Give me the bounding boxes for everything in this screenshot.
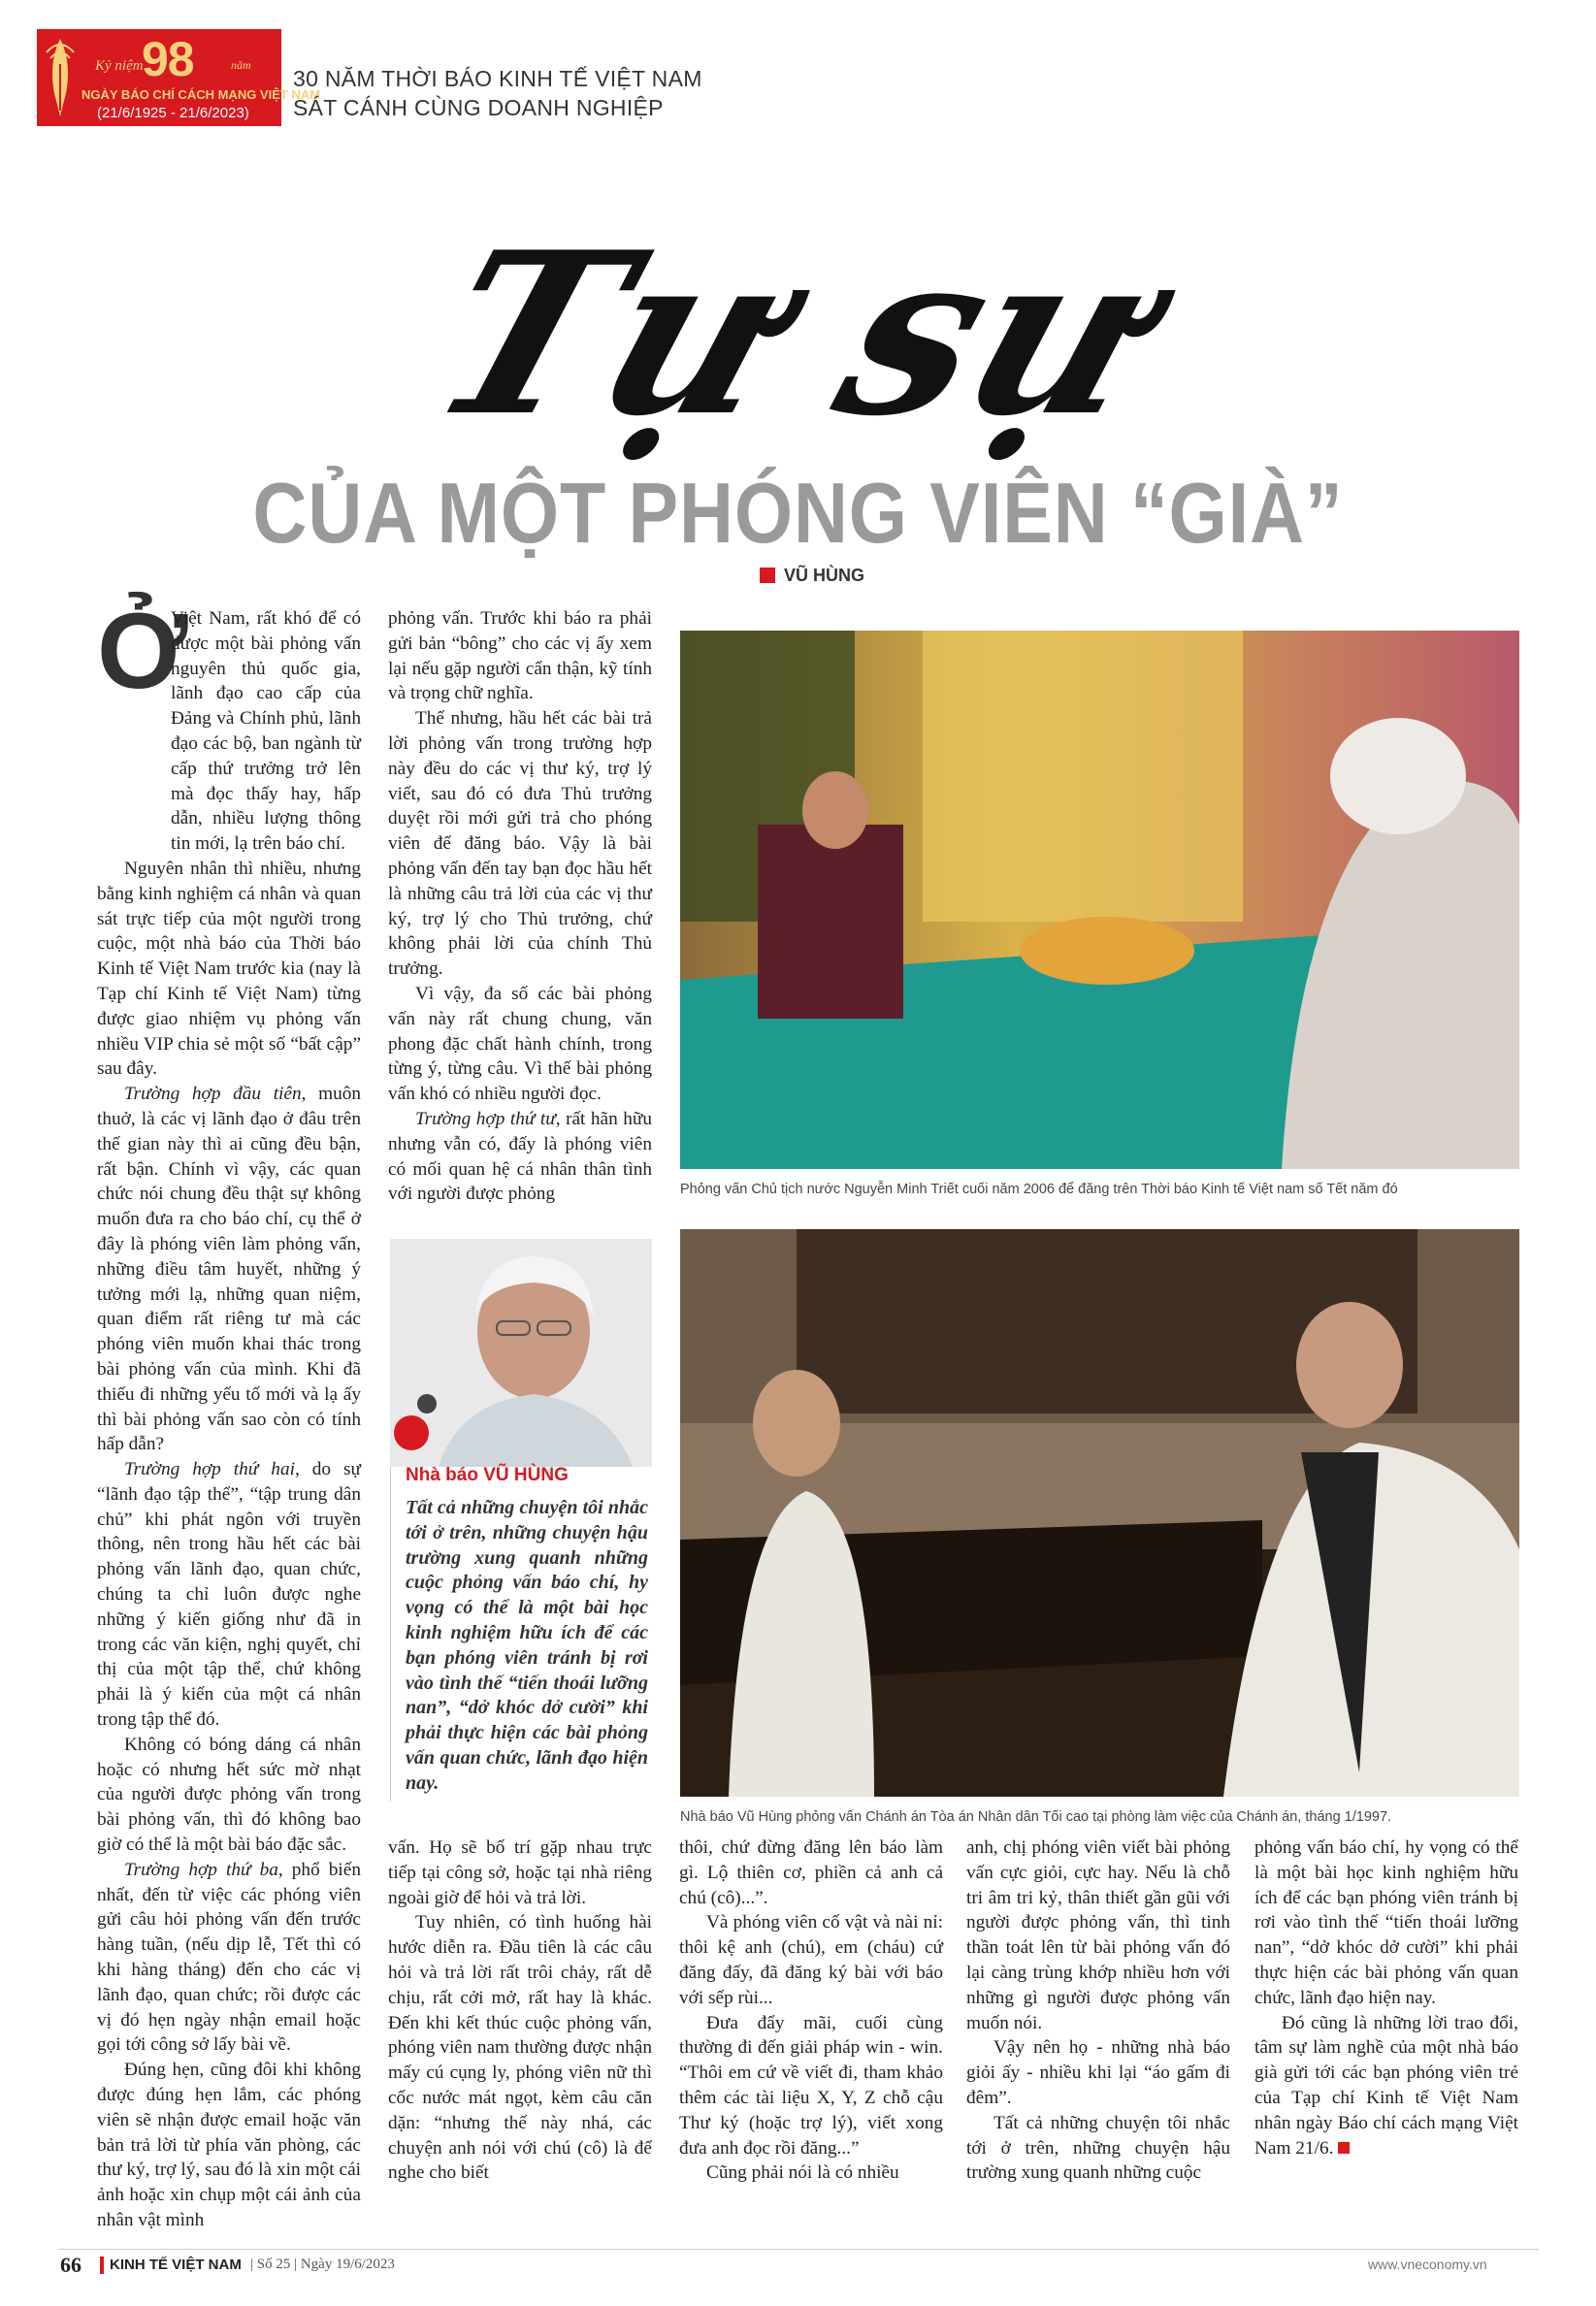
column-3 bbox=[679, 1835, 943, 2186]
photo-interview-president bbox=[680, 631, 1519, 1169]
paragraph: Cũng phải nói là có nhiều bbox=[706, 2162, 899, 2184]
paragraph: Trường hợp thứ ba, phổ biến nhất, đến từ việc các phóng viên gửi câu hỏi phỏng vấn đến trước hàng tuần, (nếu dịp lễ, Tết thì có khi hàng tháng) đến cho các vị lãnh đạo, quan chức; rồi được các vị đó hẹn ngày nhận email hoặc gọi tới công sở lấy bài về. bbox=[97, 1859, 361, 2056]
brush-title bbox=[405, 189, 1185, 471]
photo-interview-chief-justice bbox=[680, 1229, 1519, 1797]
paragraph: phỏng vấn báo chí, hy vọng có thể là một bài học kinh nghiệm hữu ích để các bạn phóng viên tránh bị rơi vào tình thế “tiến thoái lưỡng nan”, “dở khóc dở cười” khi phải thực hiện các bài phỏng vấn quan chức, lãnh đạo hiện nay. bbox=[1254, 1837, 1518, 2008]
page-number: 66 bbox=[60, 2253, 81, 2277]
drop-cap: Ở bbox=[97, 592, 188, 711]
paragraph: Đưa đẩy mãi, cuối cùng thường đi đến giải pháp win - win. “Thôi em cứ về viết đi, tham khảo thêm các tài liệu X, Y, Z chỗ cậu Thư ký (hoặc trợ lý), viết xong đưa anh đọc rồi đăng...” bbox=[679, 2012, 943, 2159]
paragraph: Trường hợp thứ hai, do sự “lãnh đạo tập thể”, “tập trung dân chủ” khi phát ngôn với truyền thông, nên trong hầu hết các bài phỏng vấn lãnh đạo, quan chức, chúng ta chỉ luôn được nghe những ý kiến giống như đã in trong các văn kiện, nghị quyết, chỉ thị của một tập thể, chứ không phải là ý kiến của một cá nhân trong tập thể đó. bbox=[97, 1459, 361, 1731]
paragraph: Việt Nam, rất khó để có được một bài phỏng vấn nguyên thủ quốc gia, lãnh đạo cao cấp của Đảng và Chính phủ, lãnh đạo các bộ, ban ngành từ cấp thứ trưởng trở lên mà đọc thấy hay, hấp dẫn, nhiều lượng thông tin mới, lạ trên báo chí. bbox=[171, 608, 361, 855]
paragraph: Vì vậy, đa số các bài phỏng vấn này rất chung chung, văn phong đặc chất hành chính, trong từng ý, từng câu. Vì thế bài phỏng vấn khó có nhiều người đọc. bbox=[388, 983, 652, 1105]
paragraph: Trường hợp đầu tiên, muôn thuở, là các vị lãnh đạo ở đâu trên thế gian này thì ai cũng đều bận, rất bận. Chính vì vậy, các quan chức nói chung đều thật sự không muốn đưa ra cho báo chí, cụ thể ở đây là phóng viên làm phỏng vấn, những điều tâm huyết, những ý tưởng mới lạ, những quan niệm, quan điểm rất riêng tư mà các phóng viên muốn khai thác trong bài phỏng vấn của mình. Khi đã thiếu đi những yếu tố mới và lạ ấy thì bài phỏng vấn sao còn có tính hấp dẫn? bbox=[97, 1084, 361, 1455]
quote-mark-icon bbox=[390, 1382, 448, 1460]
paragraph: Tuy nhiên, có tình huống hài hước diễn ra. Đầu tiên là các câu hỏi và trả lời rất trôi chảy, rất dễ chịu, rất cởi mở, rất hay là khác. Đến khi kết thúc cuộc phỏng vấn, phóng viên nam thường được nhận mấy cú cụng ly, phóng viên nữ thì cốc nước mát ngọt, kèm câu căn dặn: “nhưng thế này nhá, các chuyện anh nói với chú (cô) là để nghe cho biết bbox=[388, 1912, 652, 2184]
column-4 bbox=[966, 1835, 1230, 2186]
sidebar-author-label: Nhà báo VŨ HÙNG bbox=[406, 1465, 569, 1485]
paragraph: anh, chị phóng viên viết bài phỏng vấn cực giỏi, cực hay. Nếu là chỗ tri âm tri kỷ, thân thiết gần gũi với người được phỏng vấn, thì tinh thần toát lên từ bài phỏng vấn đó lại càng trùng khớp nhiều hơn với những gì người được phỏng vấn muốn nói. bbox=[966, 1837, 1230, 2033]
column-2 bbox=[388, 606, 652, 1207]
magazine-name: KINH TẾ VIỆT NAM bbox=[110, 2257, 242, 2273]
article-title: CỦA MỘT PHÓNG VIÊN “GIÀ” bbox=[252, 465, 1344, 561]
paragraph: thôi, chứ đừng đăng lên báo làm gì. Lộ thiên cơ, phiền cả anh cả chú (cô)...”. bbox=[679, 1837, 943, 1908]
header-line2: SÁT CÁNH CÙNG DOANH NGHIỆP bbox=[293, 95, 664, 120]
paragraph: Đúng hẹn, cũng đôi khi không được đúng hẹn lắm, các phóng viên sẽ nhận được email hoặc văn bản trả lời từ phía văn phòng, các thư ký, trợ lý, sau đó là xin một cái ảnh hoặc xin chụp một cái ảnh của nhân vật mình bbox=[97, 2060, 361, 2230]
section-header bbox=[293, 64, 702, 122]
paragraph: Trường hợp thứ tư, rất hãn hữu nhưng vẫn có, đấy là phóng viên có mối quan hệ cá nhân thân tình với người được phỏng bbox=[388, 1108, 652, 1205]
website-url: www.vneconomy.vn bbox=[1368, 2257, 1487, 2272]
anniversary-badge bbox=[37, 29, 321, 126]
case-label: Trường hợp thứ ba bbox=[124, 1859, 278, 1880]
badge-number: 98 bbox=[142, 32, 194, 86]
paragraph: Nguyên nhân thì nhiều, nhưng bằng kinh nghiệm cá nhân và quan sát trực tiếp của một người trong cuộc, một nhà báo của Thời báo Kinh tế Việt Nam trước kia (nay là Tạp chí Kinh tế Việt Nam) từng được giao nhiệm vụ phỏng vấn nhiều VIP chia sẻ một số “bất cập” sau đây. bbox=[97, 858, 361, 1080]
paragraph: Vậy nên họ - những nhà báo giỏi ấy - nhiều khi lại “áo gấm đi đêm”. bbox=[966, 2037, 1230, 2108]
paragraph: vấn. Họ sẽ bố trí gặp nhau trực tiếp tại công sở, hoặc tại nhà riêng ngoài giờ để hỏi và trả lời. bbox=[388, 1837, 652, 1908]
footer-mark bbox=[100, 2257, 104, 2274]
end-mark-icon bbox=[1338, 2142, 1350, 2154]
paragraph: Không có bóng dáng cá nhân hoặc có nhưng hết sức mờ nhạt của người được phỏng vấn trong bài phỏng vấn, thì đó không bao giờ có thể là một bài báo đặc sắc. bbox=[97, 1734, 361, 1856]
badge-line2: (21/6/1925 - 21/6/2023) bbox=[97, 105, 249, 121]
issue-info: | Số 25 | Ngày 19/6/2023 bbox=[250, 2257, 395, 2272]
badge-nam: năm bbox=[231, 58, 251, 72]
author-icon bbox=[760, 568, 775, 583]
footer-rule bbox=[58, 2249, 1539, 2250]
case-label: Trường hợp đầu tiên bbox=[124, 1084, 302, 1105]
case-label: Trường hợp thứ hai bbox=[124, 1459, 295, 1480]
author-byline: VŨ HÙNG bbox=[784, 566, 865, 585]
brush-title-text: Tự sự bbox=[405, 202, 1185, 466]
paragraph: Và phóng viên cố vật và nài nỉ: thôi kệ anh (chú), em (cháu) cứ đăng đấy, đã đăng ký bài với báo với sếp rùi... bbox=[679, 1912, 943, 2008]
column-5 bbox=[1254, 1835, 1518, 2160]
photo-caption-2: Nhà báo Vũ Hùng phỏng vấn Chánh án Tòa án Nhân dân Tối cao tại phòng làm việc của Chánh án, tháng 1/1997. bbox=[680, 1809, 1392, 1825]
header-line1: 30 NĂM THỜI BÁO KINH TẾ VIỆT NAM bbox=[293, 66, 702, 91]
paragraph: Thế nhưng, hầu hết các bài trả lời phỏng vấn trong trường hợp này đều do các vị thư ký, trợ lý viết, sau đó có đưa Thủ trưởng duyệt rồi mới gửi trả cho phóng viên để đăng báo. Vậy là bài phỏng vấn đến tay bạn đọc hầu hết là những câu trả lời của các vị thư ký, trợ lý cho Thủ trưởng, chứ không phải lời của chính Thủ trưởng. bbox=[388, 708, 652, 980]
photo-caption-1: Phỏng vấn Chủ tịch nước Nguyễn Minh Triết cuối năm 2006 để đăng trên Thời báo Kinh tế Việt nam số Tết năm đó bbox=[680, 1182, 1398, 1197]
paragraph: Đó cũng là những lời trao đổi, tâm sự làm nghề của một nhà báo già gửi tới các bạn phóng viên trẻ của Tạp chí Kinh tế Việt Nam nhân ngày Báo chí cách mạng Việt Nam 21/6. bbox=[1254, 2012, 1518, 2159]
fountain-pen-icon bbox=[43, 35, 78, 120]
case-label: Trường hợp thứ tư bbox=[415, 1108, 556, 1129]
paragraph: Tất cả những chuyện tôi nhắc tới ở trên, những chuyện hậu trường xung quanh những cuộc bbox=[966, 2112, 1230, 2184]
badge-ky-niem: Kỷ niệm bbox=[95, 58, 144, 74]
paragraph: phỏng vấn. Trước khi báo ra phải gửi bản “bông” cho các vị ấy xem lại nếu gặp người cẩn thận, kỹ tính và trọng chữ nghĩa. bbox=[388, 608, 652, 704]
column-2b bbox=[388, 1835, 652, 2186]
column-1 bbox=[97, 606, 361, 2233]
sidebar-quote: Tất cả những chuyện tôi nhắc tới ở trên, những chuyện hậu trường xung quanh những cuộc phỏng vấn báo chí, hy vọng có thể là một bài học kinh nghiệm hữu ích để các bạn phóng viên tránh bị rơi vào tình thế “tiến thoái lưỡng nan”, “dở khóc dở cười” khi phải thực hiện các bài phỏng vấn quan chức, lãnh đạo hiện nay. bbox=[406, 1497, 648, 1794]
badge-line1: NGÀY BÁO CHÍ CÁCH MẠNG VIỆT NAM bbox=[81, 87, 321, 102]
